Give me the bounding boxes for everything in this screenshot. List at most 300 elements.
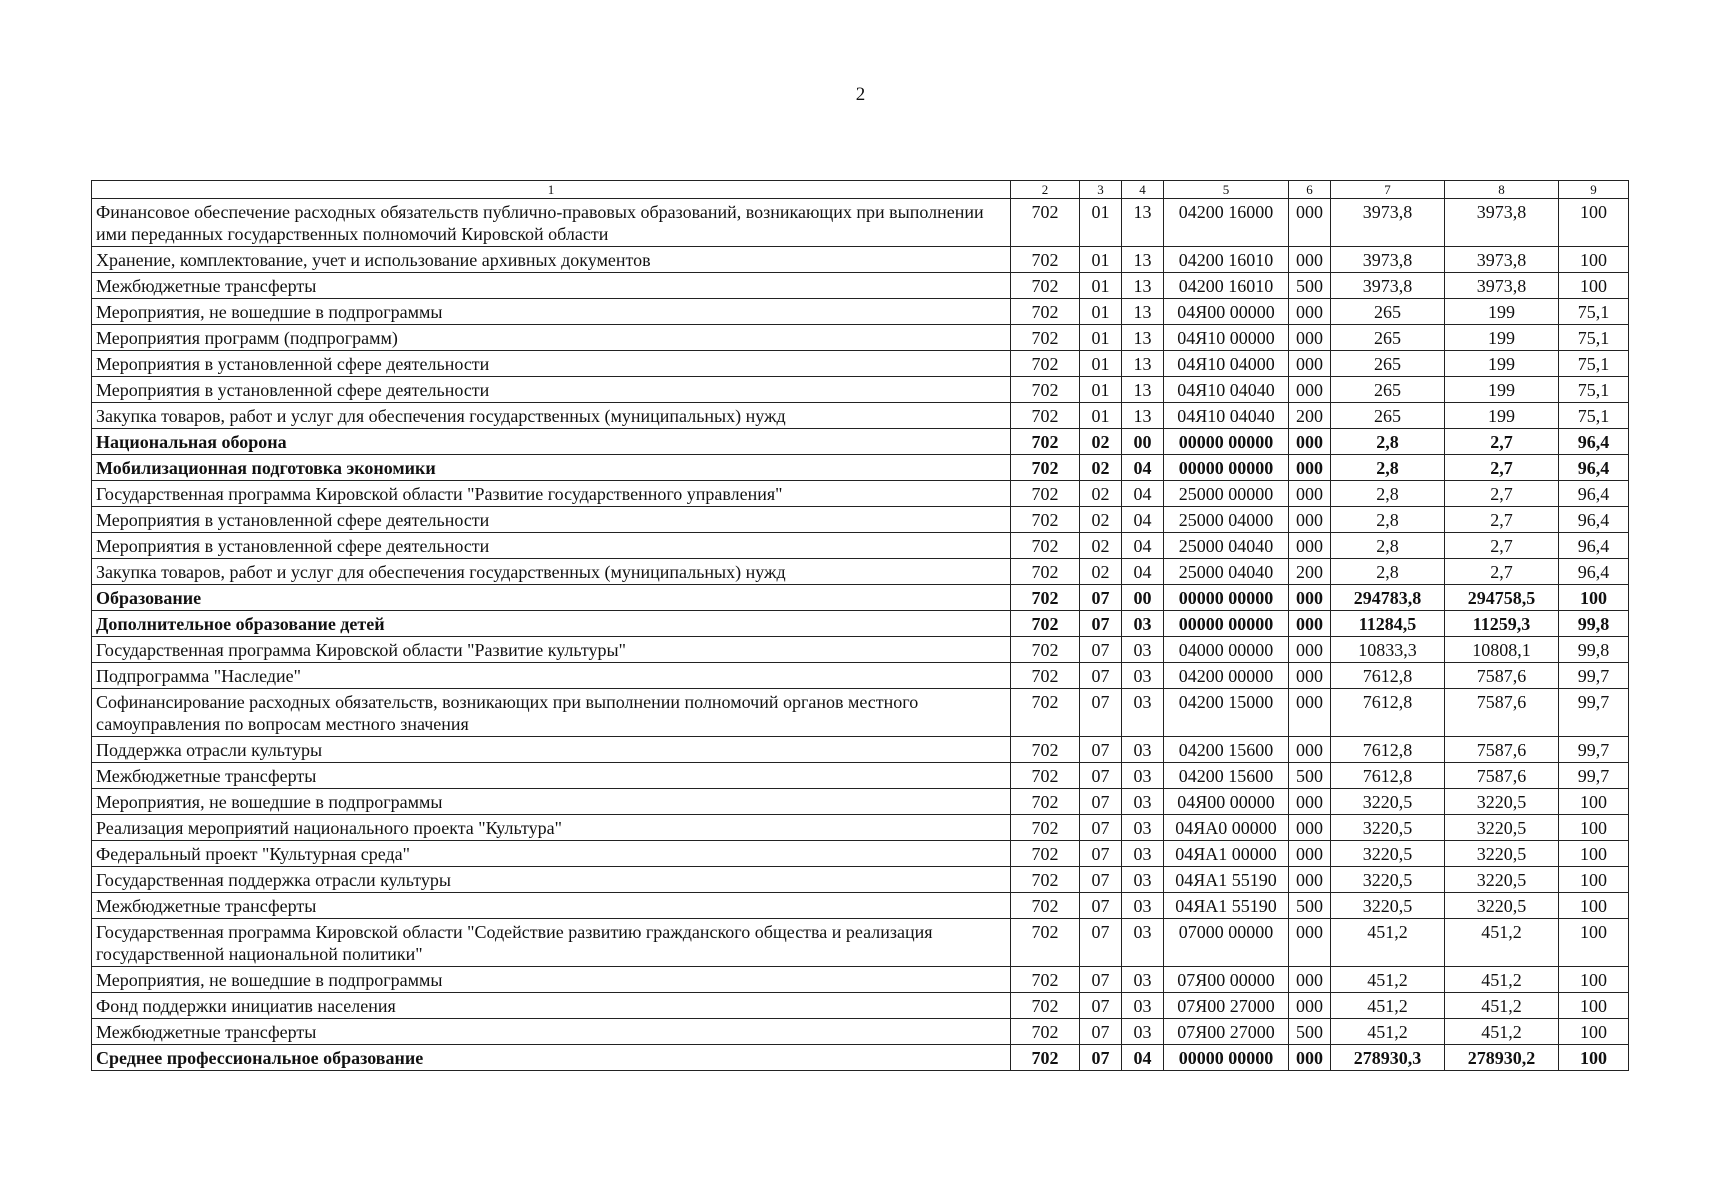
cell-ved: 702: [1011, 867, 1080, 893]
cell-percent: 96,4: [1559, 533, 1629, 559]
cell-plan: 265: [1331, 325, 1445, 351]
cell-plan: 451,2: [1331, 919, 1445, 967]
table-row: [92, 247, 1629, 273]
cell-percent: 99,7: [1559, 763, 1629, 789]
cell-name: Государственная программа Кировской области "Содействие развитию гражданского общества и реализация государственной национальной политики": [92, 919, 1011, 967]
cell-percent: 100: [1559, 815, 1629, 841]
cell-ved: 702: [1011, 637, 1080, 663]
cell-subsection: 03: [1122, 611, 1164, 637]
table-row: [92, 1045, 1629, 1071]
cell-plan: 11284,5: [1331, 611, 1445, 637]
cell-subsection: 03: [1122, 967, 1164, 993]
cell-ved: 702: [1011, 273, 1080, 299]
cell-section: 02: [1080, 429, 1122, 455]
cell-subsection: 13: [1122, 199, 1164, 247]
column-header: 7: [1331, 181, 1445, 199]
cell-plan: 3220,5: [1331, 789, 1445, 815]
budget-table: [91, 180, 1629, 1071]
cell-target: 07Я00 27000: [1164, 1019, 1289, 1045]
cell-actual: 7587,6: [1445, 763, 1559, 789]
cell-plan: 2,8: [1331, 455, 1445, 481]
cell-section: 07: [1080, 993, 1122, 1019]
table-row: [92, 559, 1629, 585]
cell-expense-type: 000: [1289, 967, 1331, 993]
table-row: [92, 763, 1629, 789]
cell-name: Мероприятия программ (подпрограмм): [92, 325, 1011, 351]
table-row: [92, 967, 1629, 993]
column-header: 3: [1080, 181, 1122, 199]
cell-percent: 99,8: [1559, 637, 1629, 663]
cell-name: Мероприятия, не вошедшие в подпрограммы: [92, 299, 1011, 325]
cell-subsection: 13: [1122, 273, 1164, 299]
cell-section: 01: [1080, 199, 1122, 247]
cell-actual: 2,7: [1445, 481, 1559, 507]
cell-actual: 451,2: [1445, 967, 1559, 993]
cell-subsection: 03: [1122, 993, 1164, 1019]
table-row: [92, 663, 1629, 689]
cell-expense-type: 000: [1289, 481, 1331, 507]
cell-percent: 100: [1559, 247, 1629, 273]
cell-percent: 100: [1559, 1045, 1629, 1071]
cell-actual: 3220,5: [1445, 867, 1559, 893]
cell-actual: 451,2: [1445, 919, 1559, 967]
cell-plan: 7612,8: [1331, 663, 1445, 689]
cell-subsection: 03: [1122, 841, 1164, 867]
cell-name: Мобилизационная подготовка экономики: [92, 455, 1011, 481]
cell-name: Мероприятия в установленной сфере деятельности: [92, 507, 1011, 533]
table-row: [92, 867, 1629, 893]
cell-subsection: 04: [1122, 507, 1164, 533]
cell-expense-type: 000: [1289, 325, 1331, 351]
cell-name: Фонд поддержки инициатив населения: [92, 993, 1011, 1019]
cell-section: 02: [1080, 455, 1122, 481]
cell-name: Межбюджетные трансферты: [92, 273, 1011, 299]
cell-actual: 199: [1445, 351, 1559, 377]
cell-plan: 451,2: [1331, 967, 1445, 993]
cell-subsection: 03: [1122, 763, 1164, 789]
cell-plan: 2,8: [1331, 481, 1445, 507]
cell-section: 07: [1080, 815, 1122, 841]
cell-actual: 7587,6: [1445, 663, 1559, 689]
cell-expense-type: 000: [1289, 737, 1331, 763]
table-row: [92, 637, 1629, 663]
cell-subsection: 03: [1122, 867, 1164, 893]
cell-ved: 702: [1011, 247, 1080, 273]
cell-section: 07: [1080, 789, 1122, 815]
table-row: [92, 1019, 1629, 1045]
table-row: [92, 585, 1629, 611]
cell-ved: 702: [1011, 789, 1080, 815]
cell-subsection: 13: [1122, 377, 1164, 403]
cell-target: 00000 00000: [1164, 429, 1289, 455]
cell-target: 04200 15600: [1164, 763, 1289, 789]
cell-plan: 2,8: [1331, 559, 1445, 585]
cell-subsection: 00: [1122, 429, 1164, 455]
cell-percent: 75,1: [1559, 377, 1629, 403]
cell-name: Закупка товаров, работ и услуг для обеспечения государственных (муниципальных) нужд: [92, 559, 1011, 585]
cell-name: Мероприятия в установленной сфере деятельности: [92, 351, 1011, 377]
table-row: [92, 429, 1629, 455]
cell-actual: 7587,6: [1445, 689, 1559, 737]
table-row: [92, 611, 1629, 637]
cell-plan: 3220,5: [1331, 867, 1445, 893]
cell-section: 07: [1080, 663, 1122, 689]
table-row: [92, 325, 1629, 351]
cell-actual: 3220,5: [1445, 893, 1559, 919]
cell-expense-type: 500: [1289, 1019, 1331, 1045]
cell-plan: 7612,8: [1331, 737, 1445, 763]
cell-percent: 100: [1559, 841, 1629, 867]
cell-actual: 2,7: [1445, 507, 1559, 533]
cell-section: 01: [1080, 273, 1122, 299]
cell-actual: 451,2: [1445, 1019, 1559, 1045]
cell-actual: 3220,5: [1445, 789, 1559, 815]
cell-percent: 100: [1559, 867, 1629, 893]
cell-name: Хранение, комплектование, учет и использование архивных документов: [92, 247, 1011, 273]
cell-name: Государственная программа Кировской области "Развитие культуры": [92, 637, 1011, 663]
cell-plan: 278930,3: [1331, 1045, 1445, 1071]
cell-subsection: 04: [1122, 1045, 1164, 1071]
cell-percent: 96,4: [1559, 455, 1629, 481]
cell-actual: 451,2: [1445, 993, 1559, 1019]
cell-ved: 702: [1011, 919, 1080, 967]
table-row: [92, 199, 1629, 247]
cell-subsection: 03: [1122, 637, 1164, 663]
table-row: [92, 377, 1629, 403]
cell-section: 01: [1080, 403, 1122, 429]
cell-percent: 100: [1559, 585, 1629, 611]
cell-ved: 702: [1011, 481, 1080, 507]
cell-subsection: 03: [1122, 737, 1164, 763]
table-row: [92, 273, 1629, 299]
cell-target: 04200 16010: [1164, 273, 1289, 299]
cell-actual: 199: [1445, 299, 1559, 325]
cell-ved: 702: [1011, 689, 1080, 737]
cell-subsection: 03: [1122, 919, 1164, 967]
column-header: 8: [1445, 181, 1559, 199]
cell-expense-type: 000: [1289, 455, 1331, 481]
cell-target: 00000 00000: [1164, 585, 1289, 611]
cell-plan: 7612,8: [1331, 689, 1445, 737]
cell-percent: 100: [1559, 919, 1629, 967]
cell-ved: 702: [1011, 737, 1080, 763]
cell-expense-type: 000: [1289, 377, 1331, 403]
cell-expense-type: 500: [1289, 763, 1331, 789]
cell-actual: 3973,8: [1445, 199, 1559, 247]
cell-section: 02: [1080, 559, 1122, 585]
cell-percent: 100: [1559, 273, 1629, 299]
cell-expense-type: 000: [1289, 533, 1331, 559]
cell-target: 04200 00000: [1164, 663, 1289, 689]
cell-percent: 96,4: [1559, 429, 1629, 455]
column-header: 6: [1289, 181, 1331, 199]
cell-percent: 96,4: [1559, 507, 1629, 533]
cell-name: Подпрограмма "Наследие": [92, 663, 1011, 689]
cell-target: 25000 00000: [1164, 481, 1289, 507]
cell-target: 07000 00000: [1164, 919, 1289, 967]
cell-target: 25000 04040: [1164, 533, 1289, 559]
cell-actual: 7587,6: [1445, 737, 1559, 763]
cell-section: 07: [1080, 893, 1122, 919]
cell-percent: 100: [1559, 967, 1629, 993]
cell-target: 04Я10 04040: [1164, 377, 1289, 403]
table-header-row: [92, 181, 1629, 199]
cell-actual: 278930,2: [1445, 1045, 1559, 1071]
cell-plan: 265: [1331, 377, 1445, 403]
cell-subsection: 13: [1122, 351, 1164, 377]
cell-expense-type: 000: [1289, 247, 1331, 273]
cell-name: Мероприятия, не вошедшие в подпрограммы: [92, 967, 1011, 993]
cell-target: 04200 16010: [1164, 247, 1289, 273]
cell-ved: 702: [1011, 377, 1080, 403]
cell-percent: 96,4: [1559, 481, 1629, 507]
cell-name: Государственная поддержка отрасли культуры: [92, 867, 1011, 893]
table-row: [92, 533, 1629, 559]
table-row: [92, 299, 1629, 325]
cell-subsection: 03: [1122, 663, 1164, 689]
cell-ved: 702: [1011, 585, 1080, 611]
table-row: [92, 403, 1629, 429]
table-row: [92, 507, 1629, 533]
cell-section: 07: [1080, 611, 1122, 637]
cell-name: Межбюджетные трансферты: [92, 1019, 1011, 1045]
table-row: [92, 737, 1629, 763]
cell-name: Федеральный проект "Культурная среда": [92, 841, 1011, 867]
cell-target: 00000 00000: [1164, 1045, 1289, 1071]
cell-plan: 3973,8: [1331, 247, 1445, 273]
cell-expense-type: 000: [1289, 429, 1331, 455]
table-row: [92, 455, 1629, 481]
cell-subsection: 03: [1122, 789, 1164, 815]
cell-ved: 702: [1011, 559, 1080, 585]
cell-ved: 702: [1011, 663, 1080, 689]
cell-ved: 702: [1011, 429, 1080, 455]
cell-expense-type: 500: [1289, 893, 1331, 919]
cell-name: Государственная программа Кировской области "Развитие государственного управления": [92, 481, 1011, 507]
cell-ved: 702: [1011, 611, 1080, 637]
cell-actual: 10808,1: [1445, 637, 1559, 663]
cell-percent: 96,4: [1559, 559, 1629, 585]
cell-subsection: 03: [1122, 815, 1164, 841]
cell-target: 04ЯА1 55190: [1164, 867, 1289, 893]
cell-expense-type: 000: [1289, 993, 1331, 1019]
cell-expense-type: 000: [1289, 351, 1331, 377]
cell-section: 01: [1080, 247, 1122, 273]
cell-plan: 10833,3: [1331, 637, 1445, 663]
cell-name: Межбюджетные трансферты: [92, 763, 1011, 789]
cell-name: Дополнительное образование детей: [92, 611, 1011, 637]
cell-target: 25000 04040: [1164, 559, 1289, 585]
cell-expense-type: 000: [1289, 611, 1331, 637]
cell-target: 07Я00 27000: [1164, 993, 1289, 1019]
cell-plan: 265: [1331, 403, 1445, 429]
cell-name: Поддержка отрасли культуры: [92, 737, 1011, 763]
cell-expense-type: 000: [1289, 299, 1331, 325]
cell-name: Среднее профессиональное образование: [92, 1045, 1011, 1071]
cell-ved: 702: [1011, 299, 1080, 325]
cell-expense-type: 000: [1289, 637, 1331, 663]
cell-actual: 2,7: [1445, 559, 1559, 585]
cell-plan: 7612,8: [1331, 763, 1445, 789]
cell-name: Национальная оборона: [92, 429, 1011, 455]
cell-subsection: 04: [1122, 559, 1164, 585]
table-row: [92, 351, 1629, 377]
cell-ved: 702: [1011, 841, 1080, 867]
cell-subsection: 04: [1122, 481, 1164, 507]
cell-percent: 75,1: [1559, 299, 1629, 325]
column-header: 2: [1011, 181, 1080, 199]
cell-section: 01: [1080, 325, 1122, 351]
column-header: 9: [1559, 181, 1629, 199]
cell-target: 04Я00 00000: [1164, 789, 1289, 815]
cell-expense-type: 000: [1289, 841, 1331, 867]
cell-subsection: 13: [1122, 247, 1164, 273]
cell-ved: 702: [1011, 815, 1080, 841]
cell-percent: 100: [1559, 993, 1629, 1019]
cell-name: Финансовое обеспечение расходных обязательств публично-правовых образований, возникающих при выполнении ими переданных государственных полномочий Кировской области: [92, 199, 1011, 247]
cell-plan: 2,8: [1331, 533, 1445, 559]
cell-actual: 3220,5: [1445, 841, 1559, 867]
cell-percent: 100: [1559, 199, 1629, 247]
table-row: [92, 815, 1629, 841]
cell-subsection: 04: [1122, 455, 1164, 481]
table-row: [92, 481, 1629, 507]
cell-subsection: 04: [1122, 533, 1164, 559]
table-row: [92, 893, 1629, 919]
cell-expense-type: 000: [1289, 199, 1331, 247]
cell-plan: 3973,8: [1331, 273, 1445, 299]
cell-percent: 75,1: [1559, 325, 1629, 351]
cell-actual: 3973,8: [1445, 247, 1559, 273]
cell-plan: 265: [1331, 299, 1445, 325]
table-row: [92, 841, 1629, 867]
cell-target: 04200 15600: [1164, 737, 1289, 763]
cell-expense-type: 000: [1289, 1045, 1331, 1071]
cell-subsection: 13: [1122, 325, 1164, 351]
cell-name: Закупка товаров, работ и услуг для обеспечения государственных (муниципальных) нужд: [92, 403, 1011, 429]
cell-actual: 3220,5: [1445, 815, 1559, 841]
cell-section: 07: [1080, 867, 1122, 893]
cell-actual: 2,7: [1445, 533, 1559, 559]
cell-section: 07: [1080, 763, 1122, 789]
cell-actual: 3973,8: [1445, 273, 1559, 299]
cell-ved: 702: [1011, 351, 1080, 377]
cell-target: 04Я10 00000: [1164, 325, 1289, 351]
cell-expense-type: 500: [1289, 273, 1331, 299]
cell-ved: 702: [1011, 533, 1080, 559]
cell-name: Реализация мероприятий национального проекта "Культура": [92, 815, 1011, 841]
table-row: [92, 993, 1629, 1019]
cell-actual: 199: [1445, 325, 1559, 351]
column-header: 5: [1164, 181, 1289, 199]
cell-section: 07: [1080, 689, 1122, 737]
cell-name: Межбюджетные трансферты: [92, 893, 1011, 919]
cell-target: 00000 00000: [1164, 611, 1289, 637]
cell-actual: 11259,3: [1445, 611, 1559, 637]
cell-ved: 702: [1011, 893, 1080, 919]
cell-ved: 702: [1011, 993, 1080, 1019]
cell-expense-type: 000: [1289, 689, 1331, 737]
cell-percent: 100: [1559, 893, 1629, 919]
cell-plan: 3220,5: [1331, 815, 1445, 841]
cell-target: 04200 16000: [1164, 199, 1289, 247]
page-number: 2: [855, 84, 866, 105]
cell-name: Мероприятия в установленной сфере деятельности: [92, 377, 1011, 403]
cell-actual: 199: [1445, 403, 1559, 429]
cell-section: 07: [1080, 919, 1122, 967]
cell-section: 07: [1080, 1045, 1122, 1071]
cell-section: 07: [1080, 585, 1122, 611]
cell-ved: 702: [1011, 325, 1080, 351]
cell-target: 04000 00000: [1164, 637, 1289, 663]
column-header: 4: [1122, 181, 1164, 199]
cell-section: 07: [1080, 841, 1122, 867]
cell-percent: 100: [1559, 789, 1629, 815]
cell-subsection: 03: [1122, 893, 1164, 919]
cell-plan: 2,8: [1331, 429, 1445, 455]
cell-expense-type: 000: [1289, 585, 1331, 611]
cell-target: 04ЯА0 00000: [1164, 815, 1289, 841]
table-body: [92, 199, 1629, 1071]
cell-section: 07: [1080, 1019, 1122, 1045]
cell-section: 02: [1080, 533, 1122, 559]
cell-plan: 451,2: [1331, 993, 1445, 1019]
cell-ved: 702: [1011, 507, 1080, 533]
cell-target: 25000 04000: [1164, 507, 1289, 533]
cell-actual: 294758,5: [1445, 585, 1559, 611]
cell-section: 01: [1080, 299, 1122, 325]
cell-section: 07: [1080, 637, 1122, 663]
table-row: [92, 919, 1629, 967]
cell-percent: 75,1: [1559, 351, 1629, 377]
cell-plan: 3220,5: [1331, 893, 1445, 919]
cell-percent: 99,7: [1559, 689, 1629, 737]
cell-subsection: 00: [1122, 585, 1164, 611]
cell-target: 04Я10 04000: [1164, 351, 1289, 377]
cell-percent: 99,7: [1559, 663, 1629, 689]
cell-plan: 451,2: [1331, 1019, 1445, 1045]
cell-target: 04200 15000: [1164, 689, 1289, 737]
cell-expense-type: 000: [1289, 789, 1331, 815]
cell-target: 04ЯА1 00000: [1164, 841, 1289, 867]
cell-actual: 2,7: [1445, 429, 1559, 455]
cell-percent: 99,8: [1559, 611, 1629, 637]
cell-percent: 100: [1559, 1019, 1629, 1045]
cell-expense-type: 000: [1289, 507, 1331, 533]
cell-plan: 2,8: [1331, 507, 1445, 533]
cell-subsection: 13: [1122, 299, 1164, 325]
column-header: 1: [92, 181, 1011, 199]
cell-section: 02: [1080, 507, 1122, 533]
cell-target: 04ЯА1 55190: [1164, 893, 1289, 919]
cell-section: 01: [1080, 377, 1122, 403]
cell-ved: 702: [1011, 967, 1080, 993]
cell-actual: 199: [1445, 377, 1559, 403]
cell-expense-type: 200: [1289, 403, 1331, 429]
cell-ved: 702: [1011, 455, 1080, 481]
cell-ved: 702: [1011, 1019, 1080, 1045]
cell-ved: 702: [1011, 1045, 1080, 1071]
cell-section: 02: [1080, 481, 1122, 507]
cell-actual: 2,7: [1445, 455, 1559, 481]
table-row: [92, 689, 1629, 737]
cell-percent: 75,1: [1559, 403, 1629, 429]
cell-section: 07: [1080, 967, 1122, 993]
cell-section: 07: [1080, 737, 1122, 763]
cell-name: Софинансирование расходных обязательств, возникающих при выполнении полномочий органов местного самоуправления по вопросам местного значения: [92, 689, 1011, 737]
cell-subsection: 03: [1122, 1019, 1164, 1045]
cell-target: 04Я10 04040: [1164, 403, 1289, 429]
